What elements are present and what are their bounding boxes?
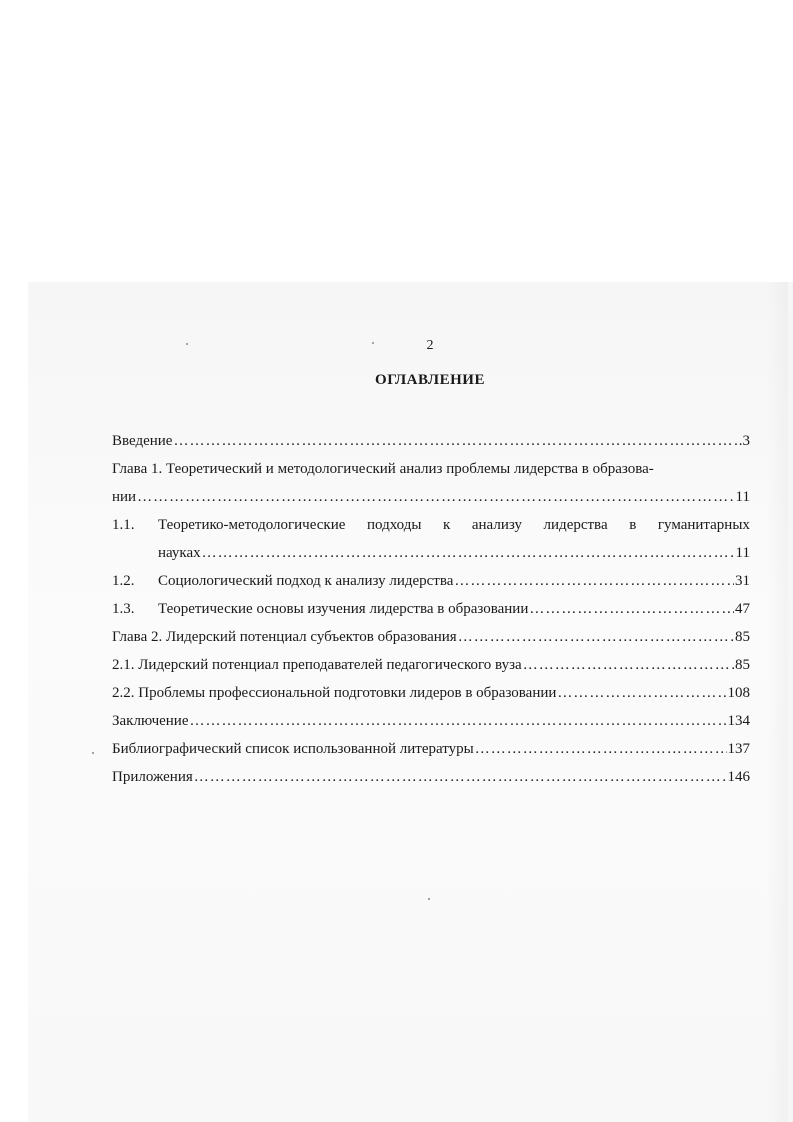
dot-leader bbox=[194, 763, 727, 791]
toc-entry-label: нии bbox=[112, 489, 137, 505]
toc-entry-label: Глава 1. Теоретический и методологический анализ проблемы лидерства в образова- bbox=[112, 461, 654, 477]
label-word: лидерства bbox=[543, 517, 608, 533]
toc-entry-page: 134 bbox=[727, 713, 750, 729]
toc-entry-appendix[interactable] bbox=[112, 763, 750, 791]
toc-entry-label: Заключение bbox=[112, 713, 189, 729]
label-word: к bbox=[442, 517, 451, 533]
section-number: 1.2. bbox=[112, 573, 135, 589]
toc-entry-label: Библиографический список использованной литературы bbox=[112, 741, 474, 757]
toc-entry-section-1-3[interactable] bbox=[112, 595, 750, 623]
label-word: подходы bbox=[366, 517, 422, 533]
dot-leader bbox=[523, 651, 734, 679]
label-word: анализу bbox=[471, 517, 522, 533]
scan-edge-shadow bbox=[767, 282, 793, 1122]
toc-entry-section-2-2[interactable] bbox=[112, 679, 750, 707]
toc-entry-page: 85 bbox=[735, 629, 750, 645]
toc-entry-label: Теоретические основы изучения лидерства в образовании bbox=[158, 601, 529, 617]
dot-leader bbox=[458, 623, 734, 651]
label-word: Теоретико-методологические bbox=[158, 517, 346, 533]
toc-entry-chapter-1-cont[interactable] bbox=[112, 483, 750, 511]
toc-entry-page: 146 bbox=[727, 769, 750, 785]
toc-title: ОГЛАВЛЕНИЕ bbox=[375, 372, 485, 388]
toc-entry-label: Социологический подход к анализу лидерства bbox=[158, 573, 454, 589]
toc-entry-label: Глава 2. Лидерский потенциал субъектов образования bbox=[112, 629, 457, 645]
toc-entry-chapter-1[interactable] bbox=[112, 455, 750, 483]
label-word: в bbox=[629, 517, 637, 533]
toc-entry-label: 2.1. Лидерский потенциал преподавателей педагогического вуза bbox=[112, 657, 522, 673]
toc-entry-section-1-1-cont[interactable] bbox=[112, 539, 750, 567]
toc-entry-label: Приложения bbox=[112, 769, 193, 785]
toc-entry-label: 2.2. Проблемы профессиональной подготовки лидеров в образовании bbox=[112, 685, 557, 701]
scan-speck bbox=[428, 898, 430, 900]
dot-leader bbox=[529, 595, 734, 623]
toc-entry-page: 31 bbox=[735, 573, 750, 589]
toc-entry-section-1-2[interactable] bbox=[112, 567, 750, 595]
toc-entry-page: 137 bbox=[727, 741, 750, 757]
scan-speck bbox=[92, 752, 94, 754]
dot-leader bbox=[190, 707, 727, 735]
dot-leader bbox=[475, 735, 727, 763]
dot-leader bbox=[173, 427, 737, 455]
page-number: 2 bbox=[426, 338, 434, 353]
toc-entry-label: Введение bbox=[112, 433, 173, 449]
toc-entry-conclusion[interactable] bbox=[112, 707, 750, 735]
toc-entry-label bbox=[158, 511, 750, 539]
toc-entry-page: 11 bbox=[735, 489, 750, 505]
section-number: 1.3. bbox=[112, 601, 135, 617]
dot-leader bbox=[137, 483, 734, 511]
section-number: 1.1. bbox=[112, 517, 135, 533]
dot-leader bbox=[557, 679, 726, 707]
toc-entry-intro[interactable] bbox=[112, 427, 750, 455]
toc-entry-page: 47 bbox=[735, 601, 750, 617]
dot-leader bbox=[454, 567, 734, 595]
toc-entry-label: науках bbox=[158, 545, 201, 561]
dot-leader bbox=[202, 539, 735, 567]
toc-entry-bibliography[interactable] bbox=[112, 735, 750, 763]
toc-entry-chapter-2[interactable] bbox=[112, 623, 750, 651]
toc-entry-page: 85 bbox=[735, 657, 750, 673]
toc-entry-page: 108 bbox=[727, 685, 750, 701]
toc-entry-section-1-1[interactable] bbox=[112, 511, 750, 539]
toc-entry-section-2-1[interactable] bbox=[112, 651, 750, 679]
toc-entry-page: .3 bbox=[738, 433, 750, 449]
table-of-contents bbox=[112, 427, 750, 791]
label-word: гуманитарных bbox=[657, 517, 750, 533]
toc-entry-page: 11 bbox=[735, 545, 750, 561]
